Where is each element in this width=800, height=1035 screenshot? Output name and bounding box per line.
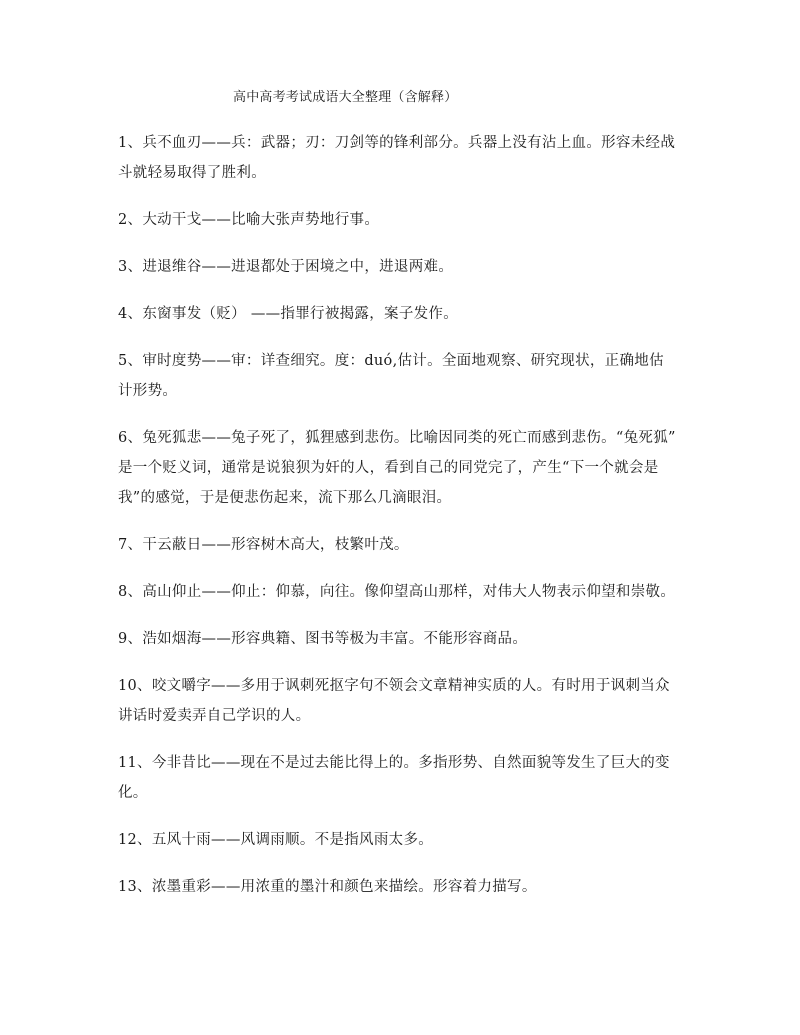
idiom-entry-8: [118, 577, 698, 607]
entry-line: 化。: [118, 785, 148, 801]
entry-line: 10、咬文嚼字——多用于讽刺死抠字句不领会文章精神实质的人。有时用于讽刺当众: [118, 678, 670, 694]
idiom-entry-2: [118, 205, 698, 235]
entry-line: 我”的感觉，于是便悲伤起来，流下那么几滴眼泪。: [118, 490, 452, 506]
entry-line: 1、兵不血刃——兵：武器；刃：刀剑等的锋利部分。兵器上没有沾上血。形容未经战: [118, 135, 676, 151]
idiom-entry-6: [118, 423, 698, 513]
entry-line: 是一个贬义词，通常是说狼狈为奸的人，看到自己的同党完了，产生“下一个就会是: [118, 460, 659, 476]
entry-line: 8、高山仰止——仰止：仰慕，向往。像仰望高山那样，对伟大人物表示仰望和崇敬。: [118, 584, 676, 600]
idiom-entry-3: [118, 252, 698, 282]
idiom-entry-4: [118, 299, 698, 329]
idiom-entry-10: [118, 671, 698, 731]
entry-line: 3、进退维谷——进退都处于困境之中，进退两难。: [118, 259, 454, 275]
document-title: 高中高考考试成语大全整理（含解释）: [233, 90, 458, 105]
entry-line: 7、干云蔽日——形容树木高大，枝繁叶茂。: [118, 537, 409, 553]
idiom-entry-7: [118, 530, 698, 560]
idiom-entry-5: [118, 346, 698, 406]
entry-line: 13、浓墨重彩——用浓重的墨汁和颜色来描绘。形容着力描写。: [118, 879, 537, 895]
entry-line: 11、今非昔比——现在不是过去能比得上的。多指形势、自然面貌等发生了巨大的变: [118, 755, 670, 771]
entry-line: 计形势。: [118, 383, 178, 399]
entry-line: 讲话时爱卖弄自己学识的人。: [118, 708, 311, 724]
idiom-entry-9: [118, 624, 698, 654]
entry-line: 9、浩如烟海——形容典籍、图书等极为丰富。不能形容商品。: [118, 631, 528, 647]
idiom-entry-12: [118, 825, 698, 855]
entry-line: 4、东窗事发（贬） ——指罪行被揭露，案子发作。: [118, 306, 459, 322]
entry-line: 12、五风十雨——风调雨顺。不是指风雨太多。: [118, 832, 434, 848]
idiom-entry-1: [118, 128, 698, 188]
entry-line: 2、大动干戈——比喻大张声势地行事。: [118, 212, 380, 228]
idiom-entry-11: [118, 748, 698, 808]
idiom-list: [118, 128, 698, 919]
entry-line: 5、审时度势——审：详查细究。度：duó,估计。全面地观察、研究现状，正确地估: [118, 353, 664, 369]
idiom-entry-13: [118, 872, 698, 902]
entry-line: 6、兔死狐悲——兔子死了，狐狸感到悲伤。比喻因同类的死亡而感到悲伤。“兔死狐”: [118, 430, 676, 446]
entry-line: 斗就轻易取得了胜利。: [118, 165, 266, 181]
